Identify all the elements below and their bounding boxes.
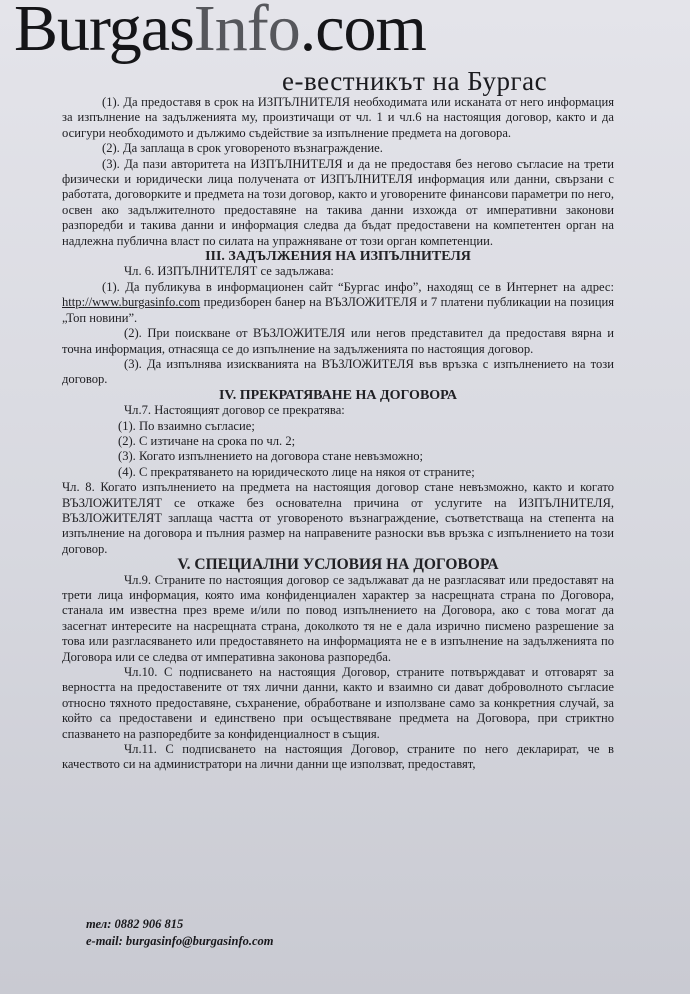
article-6-item-1 [62,280,614,326]
article-6-item-1-text-a: (1). Да публикува в информационен сайт “Бургас инфо”, находящ се в Интернет на адрес: [102,279,614,294]
article-7-list [62,419,614,481]
contact-phone: тел: 0882 906 815 [86,917,184,931]
contact-email: e-mail: burgasinfo@burgasinfo.com [86,934,274,948]
article-7-intro: Чл.7. Настоящият договор се прекратява: [124,403,345,418]
article-6-intro: Чл. 6. ИЗПЪЛНИТЕЛЯТ се задължава: [124,264,334,279]
list-item: (4). С прекратяването на юридическото лице на някоя от страните; [118,464,475,479]
article-8: Чл. 8. Когато изпълнението на предмета на настоящия договор стане невъзможно, както и когато ВЪЗЛОЖИТЕЛЯТ се откаже без основателна причина от услугите на ИЗПЪЛНИТЕЛЯ, ВЪЗЛОЖИТЕЛЯТ заплаща частта от уговореното възнаграждение, съответстваща на степента на изпълнение на договора и пълния размер на направените разноски във връзка с изпълнението на този договор. [62,480,614,556]
list-item: (1). По взаимно съгласие; [118,418,255,433]
site-logo [14,0,426,65]
clause-obligation-3: (3). Да пази авторитета на ИЗПЪЛНИТЕЛЯ и да не предоставя без негово съгласие на трети физически и юридически лица получената от ИЗПЪЛНИТЕЛЯ информация или данни, свързани с работата, договорките и предмета на този договор, както и уговорените финансови параметри по него, освен ако задължителното предоставяне на такива данни изхожда от императивни законови разпоредби и такива данни и информация следва да бъдат предоставени на компетентен орган на надлежна публична власт по силата на упражняване от този орган компетенции. [62,156,614,248]
article-6-item-2: (2). При поискване от ВЪЗЛОЖИТЕЛЯ или негов представител да предоставя вярна и точна информация, отнасяща се до изпълнение на задълженията по настоящия договор. [62,326,614,356]
clause-obligation-2: (2). Да заплаща в срок уговореното възнаграждение. [102,141,383,156]
logo-part-burgas: Burgas [14,0,194,65]
list-item: (2). С изтичане на срока по чл. 2; [118,433,296,448]
contact-footer [86,916,274,950]
article-11: Чл.11. С подписването на настоящия Договор, страните по него декларират, че в качеството си на администратори на лични данни ще използват, предоставят, [62,742,614,772]
clause-obligation-1: (1). Да предоставя в срок на ИЗПЪЛНИТЕЛЯ необходимата или исканата от него информация за изпълнение на задълженията му, произтичащи от чл. 1 и чл.6 на настоящия договор, както и да осигури необходимото и дължимо съдействие за изпълнение предмета на договора. [62,95,614,140]
section-heading-iii: III. ЗАДЪЛЖЕНИЯ НА ИЗПЪЛНИТЕЛЯ [205,249,471,265]
burgasinfo-link[interactable]: http://www.burgasinfo.com [62,295,201,310]
logo-part-info: Info [193,0,300,65]
article-9: Чл.9. Страните по настоящия договор се задължават да не разгласяват или предоставят на трети лица информация, която има конфиденциален характер за насрещната страна по Договора, станала им известна през време и/или по повод изпълнението на Договора, ако с това могат да засегнат интересите на насрещната страна, доколкото тя не е дала изрично писмено разрешение за това или разгласяването или предоставянето на информацията не е в изпълнение на задълженията по Договора или се следва от императивна законова разпоредба. [62,572,614,664]
article-6-item-3: (3). Да изпълнява изискванията на ВЪЗЛОЖИТЕЛЯ във връзка с изпълнението на този договор. [62,356,614,387]
article-10: Чл.10. С подписването на настоящия Договор, страните потвърждават и отговарят за верността на предоставените от тях лични данни, както и взаимно си дават доброволното съгласие относно тяхното предоставяне, съхранение, обработване и използване само за конкретния случай, за който са предоставени и единствено при осъществяване предмета на Договора, при стриктно спазването на разпоредбите за конфиденциалност в същия. [62,665,614,741]
list-item: (3). Когато изпълнението на договора стане невъзможно; [118,449,423,464]
site-tagline: е-вестникът на Бургас [282,66,548,96]
section-heading-v: V. СПЕЦИАЛНИ УСЛОВИЯ НА ДОГОВОРА [177,556,499,574]
contract-body [62,95,614,773]
logo-part-com: .com [299,0,426,65]
section-heading-iv: IV. ПРЕКРАТЯВАНЕ НА ДОГОВОРА [218,387,458,403]
article-6-item-1-text-b: предизборен банер на ВЪЗЛОЖИТЕЛЯ и 7 платени публикации на позиция „Топ новини”. [62,295,614,325]
